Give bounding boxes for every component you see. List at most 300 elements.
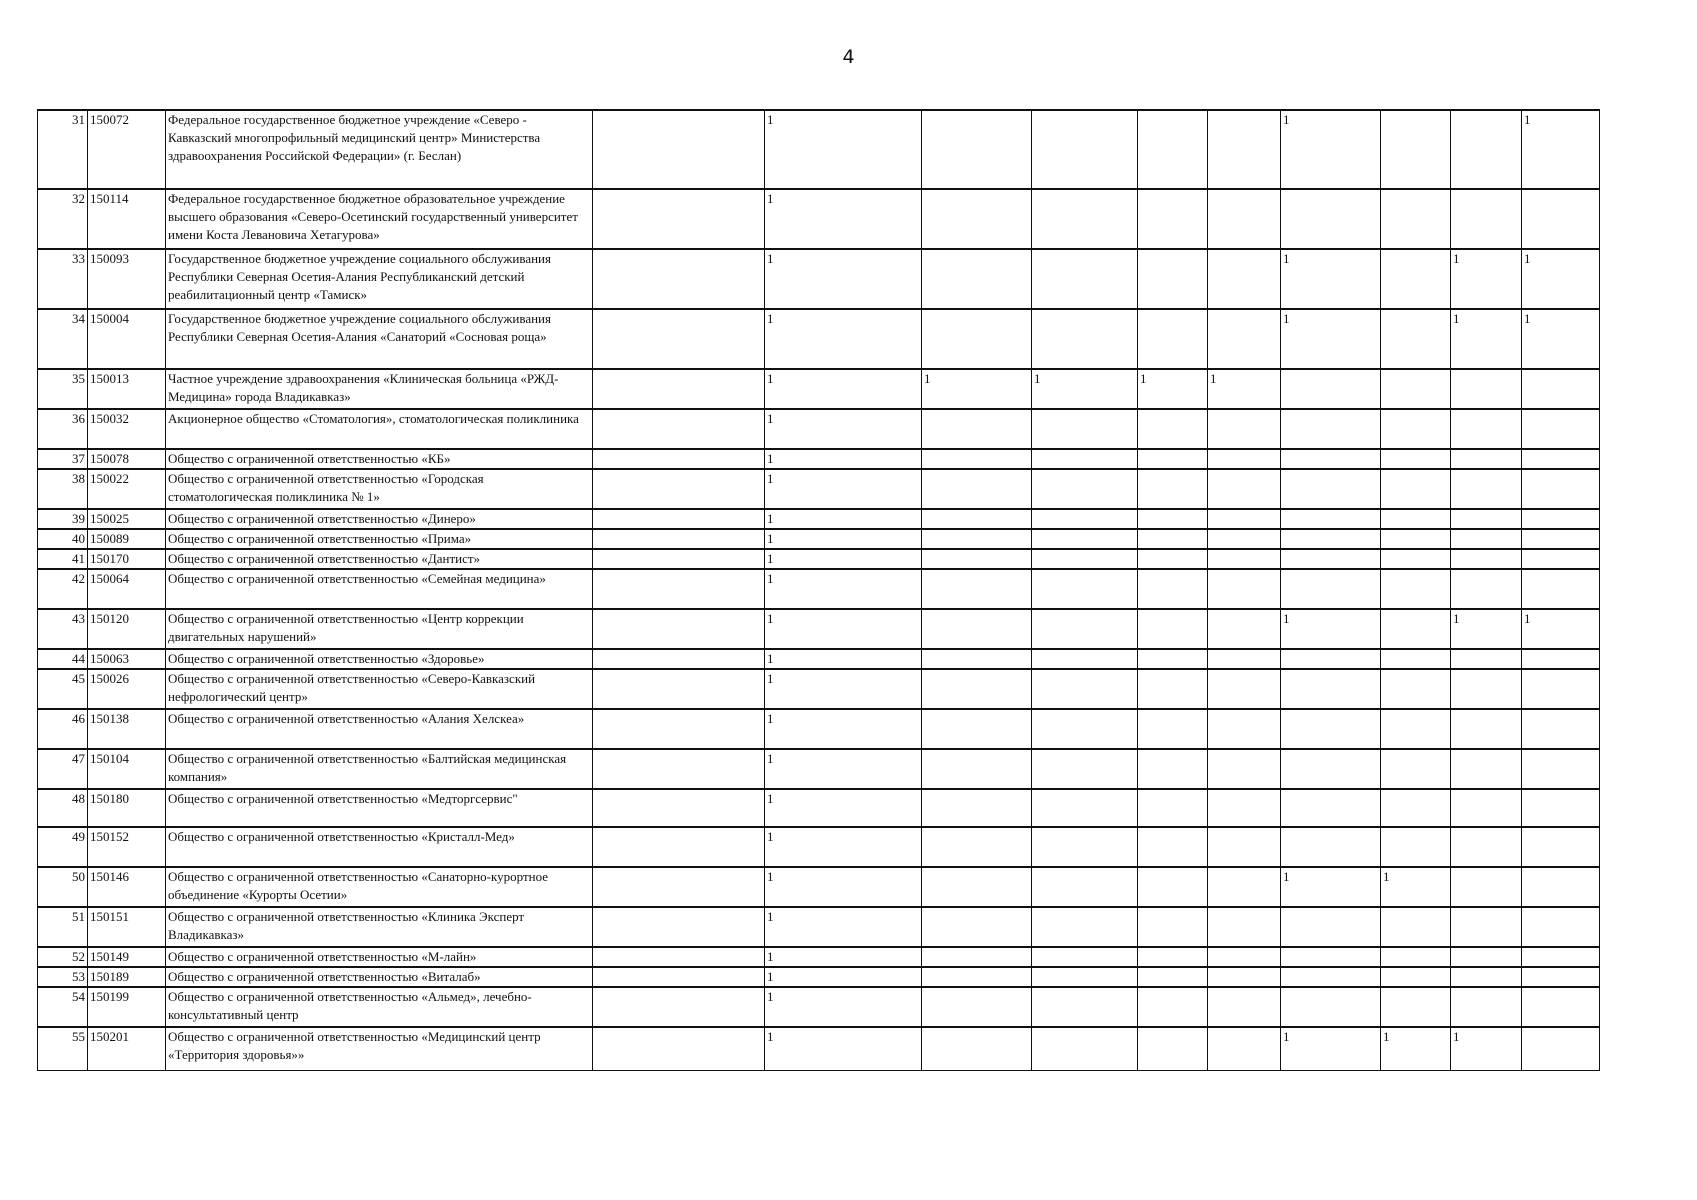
table-row: [38, 967, 1600, 987]
value-cell: [1381, 827, 1451, 867]
value-cell: [922, 789, 1032, 827]
value-cell: [1522, 947, 1600, 967]
value-cell: 1: [1522, 309, 1600, 369]
value-cell: [1451, 649, 1522, 669]
value-cell: [1522, 189, 1600, 249]
value-cell: [922, 749, 1032, 789]
value-cell: [1281, 669, 1381, 709]
value-cell: [1281, 449, 1381, 469]
value-cell: [593, 649, 765, 669]
table-row: [38, 987, 1600, 1027]
table-row: [38, 669, 1600, 709]
value-cell: [1138, 947, 1208, 967]
organization-name-cell: Общество с ограниченной ответственностью «Семейная медицина»: [166, 569, 593, 609]
value-cell: [593, 569, 765, 609]
registry-code-cell: 150120: [88, 609, 166, 649]
value-cell: 1: [765, 409, 922, 449]
organization-name-cell: Федеральное государственное бюджетное учреждение «Северо - Кавказский многопрофильный медицинский центр» Министерства здравоохранения Российской Федерации» (г. Беслан): [166, 110, 593, 189]
value-cell: [1281, 549, 1381, 569]
value-cell: [1281, 189, 1381, 249]
value-cell: 1: [1522, 110, 1600, 189]
value-cell: [1032, 827, 1138, 867]
value-cell: 1: [765, 449, 922, 469]
organization-name-cell: Общество с ограниченной ответственностью «Балтийская медицинская компания»: [166, 749, 593, 789]
value-cell: 1: [765, 789, 922, 827]
value-cell: [1522, 789, 1600, 827]
value-cell: 1: [765, 189, 922, 249]
value-cell: [922, 469, 1032, 509]
value-cell: [1138, 867, 1208, 907]
value-cell: [1281, 709, 1381, 749]
value-cell: [1138, 110, 1208, 189]
registry-code-cell: 150022: [88, 469, 166, 509]
value-cell: [1138, 967, 1208, 987]
value-cell: [1522, 369, 1600, 409]
value-cell: [1208, 409, 1281, 449]
value-cell: 1: [1381, 1027, 1451, 1070]
value-cell: [1208, 189, 1281, 249]
organization-name-cell: Общество с ограниченной ответственностью «Центр коррекции двигательных нарушений»: [166, 609, 593, 649]
value-cell: [1032, 649, 1138, 669]
value-cell: [1032, 569, 1138, 609]
value-cell: 1: [765, 867, 922, 907]
value-cell: 1: [765, 967, 922, 987]
value-cell: [1138, 509, 1208, 529]
organization-name-cell: Общество с ограниченной ответственностью «Динеро»: [166, 509, 593, 529]
value-cell: [1138, 709, 1208, 749]
value-cell: [922, 649, 1032, 669]
value-cell: 1: [1208, 369, 1281, 409]
value-cell: 1: [1281, 1027, 1381, 1070]
value-cell: [922, 110, 1032, 189]
value-cell: [1208, 110, 1281, 189]
registry-code-cell: 150114: [88, 189, 166, 249]
value-cell: [1522, 569, 1600, 609]
value-cell: [1032, 987, 1138, 1027]
value-cell: [1208, 649, 1281, 669]
organization-name-cell: Акционерное общество «Стоматология», стоматологическая поликлиника: [166, 409, 593, 449]
value-cell: [593, 189, 765, 249]
value-cell: [922, 947, 1032, 967]
value-cell: [1138, 789, 1208, 827]
value-cell: [922, 609, 1032, 649]
value-cell: 1: [922, 369, 1032, 409]
value-cell: [1138, 987, 1208, 1027]
organization-name-cell: Общество с ограниченной ответственностью «Медицинский центр «Территория здоровья»»: [166, 1027, 593, 1070]
value-cell: [1451, 867, 1522, 907]
value-cell: [1381, 449, 1451, 469]
value-cell: 1: [1451, 309, 1522, 369]
value-cell: [1208, 609, 1281, 649]
value-cell: [1281, 987, 1381, 1027]
registry-code-cell: 150078: [88, 449, 166, 469]
value-cell: [1381, 529, 1451, 549]
value-cell: 1: [1281, 249, 1381, 309]
value-cell: [593, 789, 765, 827]
value-cell: [922, 967, 1032, 987]
registry-code-cell: 150189: [88, 967, 166, 987]
organization-name-cell: Общество с ограниченной ответственностью «Виталаб»: [166, 967, 593, 987]
registry-code-cell: 150180: [88, 789, 166, 827]
value-cell: [922, 409, 1032, 449]
row-number-cell: 46: [38, 709, 88, 749]
value-cell: [593, 749, 765, 789]
value-cell: [922, 907, 1032, 947]
value-cell: 1: [765, 827, 922, 867]
registry-code-cell: 150032: [88, 409, 166, 449]
registry-code-cell: 150104: [88, 749, 166, 789]
registry-code-cell: 150013: [88, 369, 166, 409]
value-cell: [1522, 749, 1600, 789]
value-cell: 1: [1451, 1027, 1522, 1070]
value-cell: [1451, 449, 1522, 469]
value-cell: [1138, 649, 1208, 669]
table-row: [38, 947, 1600, 967]
value-cell: [1281, 967, 1381, 987]
value-cell: [1522, 409, 1600, 449]
table-row: [38, 569, 1600, 609]
value-cell: [1208, 509, 1281, 529]
table-row: [38, 110, 1600, 189]
registry-code-cell: 150170: [88, 549, 166, 569]
value-cell: [1032, 529, 1138, 549]
value-cell: 1: [1522, 609, 1600, 649]
value-cell: [593, 369, 765, 409]
value-cell: [1032, 609, 1138, 649]
row-number-cell: 33: [38, 249, 88, 309]
value-cell: 1: [1451, 249, 1522, 309]
registry-code-cell: 150093: [88, 249, 166, 309]
value-cell: [593, 967, 765, 987]
registry-code-cell: 150063: [88, 649, 166, 669]
organization-name-cell: Государственное бюджетное учреждение социального обслуживания Республики Северная Осетия-Алания Республиканский детский реабилитационный центр «Тамиск»: [166, 249, 593, 309]
value-cell: [922, 987, 1032, 1027]
value-cell: [1381, 469, 1451, 509]
value-cell: [922, 867, 1032, 907]
value-cell: [593, 827, 765, 867]
value-cell: [1381, 789, 1451, 827]
value-cell: [1138, 309, 1208, 369]
value-cell: [922, 309, 1032, 369]
table-row: [38, 249, 1600, 309]
organization-name-cell: Общество с ограниченной ответственностью «Клиника Эксперт Владикавказ»: [166, 907, 593, 947]
table-row: [38, 827, 1600, 867]
value-cell: [922, 669, 1032, 709]
value-cell: [593, 669, 765, 709]
value-cell: [1138, 469, 1208, 509]
value-cell: 1: [765, 709, 922, 749]
value-cell: [1281, 789, 1381, 827]
value-cell: [593, 947, 765, 967]
value-cell: [1281, 409, 1381, 449]
value-cell: [593, 709, 765, 749]
value-cell: [1381, 409, 1451, 449]
row-number-cell: 31: [38, 110, 88, 189]
value-cell: [1208, 549, 1281, 569]
value-cell: [1522, 1027, 1600, 1070]
value-cell: [593, 469, 765, 509]
value-cell: [1208, 529, 1281, 549]
value-cell: 1: [765, 529, 922, 549]
value-cell: [1138, 529, 1208, 549]
row-number-cell: 36: [38, 409, 88, 449]
value-cell: [1451, 947, 1522, 967]
value-cell: [1381, 249, 1451, 309]
value-cell: [1208, 469, 1281, 509]
value-cell: [1381, 709, 1451, 749]
table-row: [38, 449, 1600, 469]
value-cell: 1: [765, 749, 922, 789]
table-row: [38, 369, 1600, 409]
row-number-cell: 45: [38, 669, 88, 709]
value-cell: [1032, 907, 1138, 947]
value-cell: [593, 1027, 765, 1070]
table-row: [38, 409, 1600, 449]
value-cell: 1: [765, 509, 922, 529]
table-row: [38, 469, 1600, 509]
value-cell: [1522, 709, 1600, 749]
value-cell: [922, 249, 1032, 309]
value-cell: [1032, 309, 1138, 369]
value-cell: [1138, 189, 1208, 249]
row-number-cell: 48: [38, 789, 88, 827]
row-number-cell: 37: [38, 449, 88, 469]
row-number-cell: 55: [38, 1027, 88, 1070]
table-row: [38, 749, 1600, 789]
table-row: [38, 309, 1600, 369]
organization-name-cell: Федеральное государственное бюджетное образовательное учреждение высшего образования «Северо-Осетинский государственный университет имени Коста Левановича Хетагурова»: [166, 189, 593, 249]
value-cell: [593, 907, 765, 947]
value-cell: [1208, 967, 1281, 987]
row-number-cell: 39: [38, 509, 88, 529]
organization-name-cell: Общество с ограниченной ответственностью «Санаторно-курортное объединение «Курорты Осетии»: [166, 867, 593, 907]
organization-name-cell: Общество с ограниченной ответственностью «КБ»: [166, 449, 593, 469]
organization-name-cell: Общество с ограниченной ответственностью «Прима»: [166, 529, 593, 549]
registry-code-cell: 150064: [88, 569, 166, 609]
value-cell: 1: [765, 549, 922, 569]
value-cell: 1: [1381, 867, 1451, 907]
registry-code-cell: 150151: [88, 907, 166, 947]
organization-name-cell: Общество с ограниченной ответственностью «Кристалл-Мед»: [166, 827, 593, 867]
value-cell: 1: [765, 249, 922, 309]
value-cell: [1138, 749, 1208, 789]
value-cell: [1451, 967, 1522, 987]
value-cell: 1: [1281, 609, 1381, 649]
value-cell: [1451, 409, 1522, 449]
row-number-cell: 44: [38, 649, 88, 669]
value-cell: [1451, 827, 1522, 867]
registry-code-cell: 150149: [88, 947, 166, 967]
value-cell: [1138, 669, 1208, 709]
value-cell: [1138, 1027, 1208, 1070]
value-cell: [1138, 249, 1208, 309]
value-cell: [1138, 827, 1208, 867]
value-cell: [1451, 569, 1522, 609]
registry-code-cell: 150026: [88, 669, 166, 709]
value-cell: [593, 867, 765, 907]
value-cell: [1032, 549, 1138, 569]
value-cell: [1281, 529, 1381, 549]
value-cell: [1522, 987, 1600, 1027]
value-cell: [1281, 827, 1381, 867]
value-cell: [1381, 907, 1451, 947]
value-cell: [1032, 409, 1138, 449]
organization-name-cell: Общество с ограниченной ответственностью «М-лайн»: [166, 947, 593, 967]
registry-code-cell: 150201: [88, 1027, 166, 1070]
row-number-cell: 32: [38, 189, 88, 249]
table-row: [38, 709, 1600, 749]
page-number: 4: [842, 46, 855, 68]
value-cell: [1381, 669, 1451, 709]
value-cell: [1208, 749, 1281, 789]
value-cell: [1032, 249, 1138, 309]
value-cell: [1451, 709, 1522, 749]
value-cell: [1032, 189, 1138, 249]
value-cell: [1451, 549, 1522, 569]
value-cell: [1208, 1027, 1281, 1070]
value-cell: 1: [765, 907, 922, 947]
value-cell: [593, 987, 765, 1027]
value-cell: [1281, 469, 1381, 509]
value-cell: [1032, 509, 1138, 529]
organization-name-cell: Общество с ограниченной ответственностью «Медторгсервис": [166, 789, 593, 827]
row-number-cell: 50: [38, 867, 88, 907]
row-number-cell: 38: [38, 469, 88, 509]
row-number-cell: 49: [38, 827, 88, 867]
row-number-cell: 40: [38, 529, 88, 549]
row-number-cell: 35: [38, 369, 88, 409]
value-cell: [1138, 549, 1208, 569]
value-cell: [1032, 469, 1138, 509]
value-cell: [1032, 669, 1138, 709]
value-cell: [1451, 987, 1522, 1027]
value-cell: [593, 409, 765, 449]
registry-code-cell: 150152: [88, 827, 166, 867]
value-cell: [1522, 827, 1600, 867]
value-cell: [1522, 469, 1600, 509]
table-row: [38, 649, 1600, 669]
value-cell: [1138, 409, 1208, 449]
value-cell: 1: [765, 649, 922, 669]
value-cell: [1522, 649, 1600, 669]
value-cell: 1: [1281, 309, 1381, 369]
organizations-table: [37, 109, 1600, 1071]
registry-code-cell: 150199: [88, 987, 166, 1027]
value-cell: 1: [765, 947, 922, 967]
value-cell: [1381, 189, 1451, 249]
table-row: [38, 509, 1600, 529]
registry-code-cell: 150089: [88, 529, 166, 549]
row-number-cell: 52: [38, 947, 88, 967]
value-cell: [922, 709, 1032, 749]
organization-name-cell: Общество с ограниченной ответственностью «Альмед», лечебно-консультативный центр: [166, 987, 593, 1027]
table-row: [38, 529, 1600, 549]
value-cell: [1281, 749, 1381, 789]
value-cell: 1: [765, 987, 922, 1027]
value-cell: [1381, 987, 1451, 1027]
organization-name-cell: Частное учреждение здравоохранения «Клиническая больница «РЖД-Медицина» города Владикавказ»: [166, 369, 593, 409]
value-cell: [1522, 509, 1600, 529]
value-cell: [593, 249, 765, 309]
value-cell: [1451, 469, 1522, 509]
value-cell: [1522, 967, 1600, 987]
value-cell: [922, 509, 1032, 529]
table-row: [38, 609, 1600, 649]
value-cell: 1: [765, 1027, 922, 1070]
table-row: [38, 189, 1600, 249]
value-cell: [1208, 569, 1281, 609]
value-cell: 1: [765, 469, 922, 509]
value-cell: [1451, 789, 1522, 827]
value-cell: [1032, 947, 1138, 967]
value-cell: 1: [765, 110, 922, 189]
value-cell: [1522, 549, 1600, 569]
value-cell: [1381, 967, 1451, 987]
value-cell: [922, 827, 1032, 867]
value-cell: [1381, 947, 1451, 967]
value-cell: [1522, 529, 1600, 549]
value-cell: [1032, 867, 1138, 907]
value-cell: [1451, 189, 1522, 249]
table-row: [38, 1027, 1600, 1070]
value-cell: [1281, 509, 1381, 529]
value-cell: [1208, 947, 1281, 967]
value-cell: [1032, 449, 1138, 469]
table-row: [38, 789, 1600, 827]
value-cell: 1: [765, 309, 922, 369]
value-cell: 1: [1281, 867, 1381, 907]
value-cell: [1381, 609, 1451, 649]
value-cell: [1522, 669, 1600, 709]
value-cell: [1381, 549, 1451, 569]
value-cell: [1032, 1027, 1138, 1070]
value-cell: [1381, 369, 1451, 409]
registry-code-cell: 150025: [88, 509, 166, 529]
value-cell: 1: [1451, 609, 1522, 649]
row-number-cell: 42: [38, 569, 88, 609]
row-number-cell: 54: [38, 987, 88, 1027]
value-cell: [1208, 709, 1281, 749]
value-cell: [1451, 369, 1522, 409]
value-cell: [593, 529, 765, 549]
value-cell: [593, 609, 765, 649]
row-number-cell: 43: [38, 609, 88, 649]
value-cell: [1138, 569, 1208, 609]
value-cell: [1138, 449, 1208, 469]
value-cell: 1: [1522, 249, 1600, 309]
table-row: [38, 867, 1600, 907]
value-cell: [1381, 110, 1451, 189]
registry-code-cell: 150072: [88, 110, 166, 189]
value-cell: [593, 509, 765, 529]
value-cell: [1208, 789, 1281, 827]
value-cell: [1522, 907, 1600, 947]
value-cell: [1138, 609, 1208, 649]
value-cell: [1381, 509, 1451, 529]
value-cell: [1522, 867, 1600, 907]
value-cell: [1032, 110, 1138, 189]
value-cell: [1451, 529, 1522, 549]
table-row: [38, 907, 1600, 947]
organization-name-cell: Общество с ограниченной ответственностью «Дантист»: [166, 549, 593, 569]
value-cell: [593, 110, 765, 189]
value-cell: [1208, 867, 1281, 907]
value-cell: [1281, 569, 1381, 609]
value-cell: [1381, 749, 1451, 789]
value-cell: [922, 569, 1032, 609]
value-cell: [1451, 110, 1522, 189]
value-cell: 1: [765, 669, 922, 709]
